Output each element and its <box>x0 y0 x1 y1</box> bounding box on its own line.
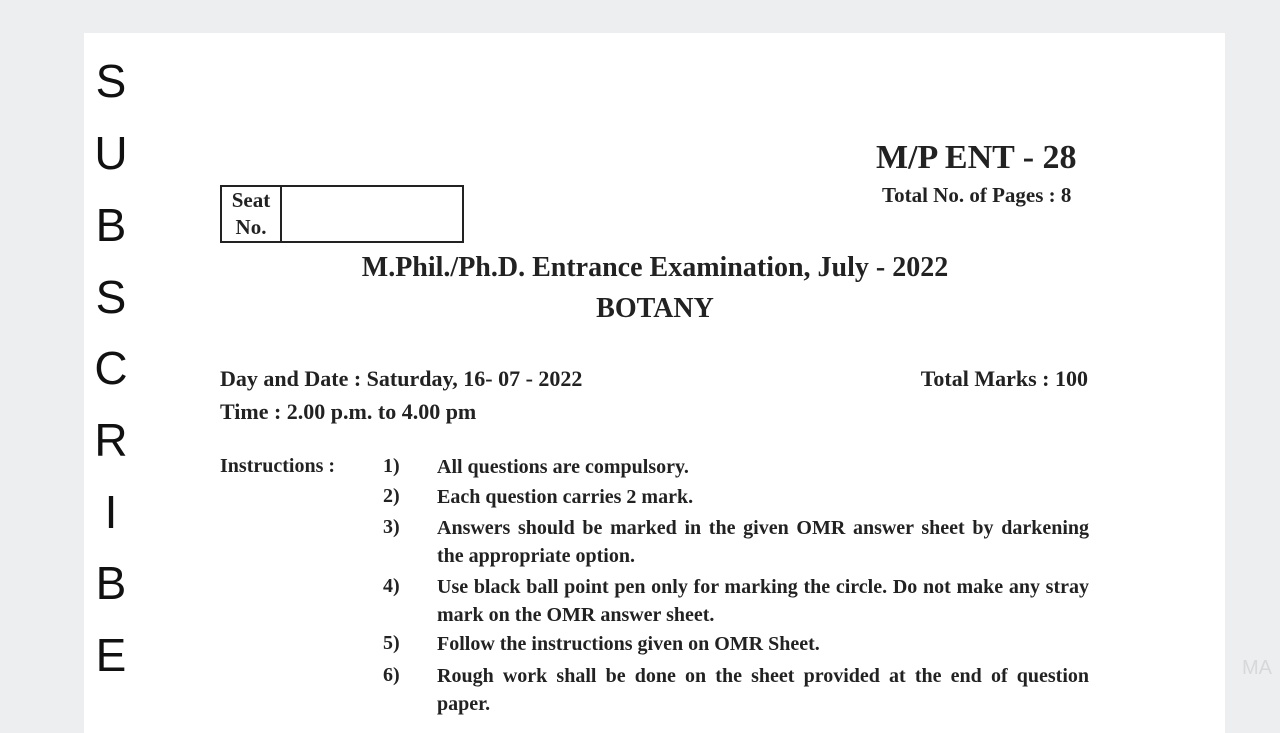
subscribe-letter: I <box>104 486 118 538</box>
instruction-number: 1) <box>383 455 400 477</box>
instruction-number: 5) <box>383 632 400 654</box>
paper-code: M/P ENT - 28 <box>876 139 1077 176</box>
subscribe-letter: C <box>94 342 128 394</box>
instructions-label: Instructions : <box>220 455 336 477</box>
seat-number-label <box>222 187 282 241</box>
instruction-number: 6) <box>383 664 400 686</box>
instruction-text: Follow the instructions given on OMR Sheet. <box>437 633 820 655</box>
seat-number-box <box>220 185 464 243</box>
instruction-text: Rough work shall be done on the sheet provided at the end of question paper. <box>437 665 1089 715</box>
seat-label-line2: No. <box>235 215 267 239</box>
watermark-text: MA <box>1242 657 1272 679</box>
instruction-text: Answers should be marked in the given OMR answer sheet by darkening the appropriate option. <box>437 517 1089 567</box>
seat-number-field <box>282 187 462 241</box>
subscribe-letter: U <box>94 127 128 179</box>
subscribe-letter: B <box>95 557 127 609</box>
instruction-text: Each question carries 2 mark. <box>437 486 694 508</box>
exam-time: Time : 2.00 p.m. to 4.00 pm <box>220 399 477 424</box>
subscribe-letter: E <box>95 629 127 681</box>
exam-subject: BOTANY <box>596 293 714 324</box>
subscribe-letter: R <box>94 414 128 466</box>
instruction-number: 2) <box>383 485 400 507</box>
seat-label-line1: Seat <box>231 188 271 212</box>
exam-title: M.Phil./Ph.D. Entrance Examination, July - 2022 <box>361 252 949 283</box>
subscribe-letter: S <box>95 55 127 107</box>
total-marks: Total Marks : 100 <box>920 366 1088 391</box>
instruction-text: All questions are compulsory. <box>437 456 689 478</box>
instruction-text: Use black ball point pen only for marking the circle. Do not make any stray mark on the OMR answer sheet. <box>437 576 1089 626</box>
total-pages: Total No. of Pages : 8 <box>882 183 1072 207</box>
instruction-number: 4) <box>383 575 400 597</box>
subscribe-letter: S <box>95 271 127 323</box>
subscribe-banner <box>84 40 138 720</box>
instruction-number: 3) <box>383 516 400 538</box>
day-and-date: Day and Date : Saturday, 16- 07 - 2022 <box>220 366 583 391</box>
subscribe-letter: B <box>95 199 127 251</box>
